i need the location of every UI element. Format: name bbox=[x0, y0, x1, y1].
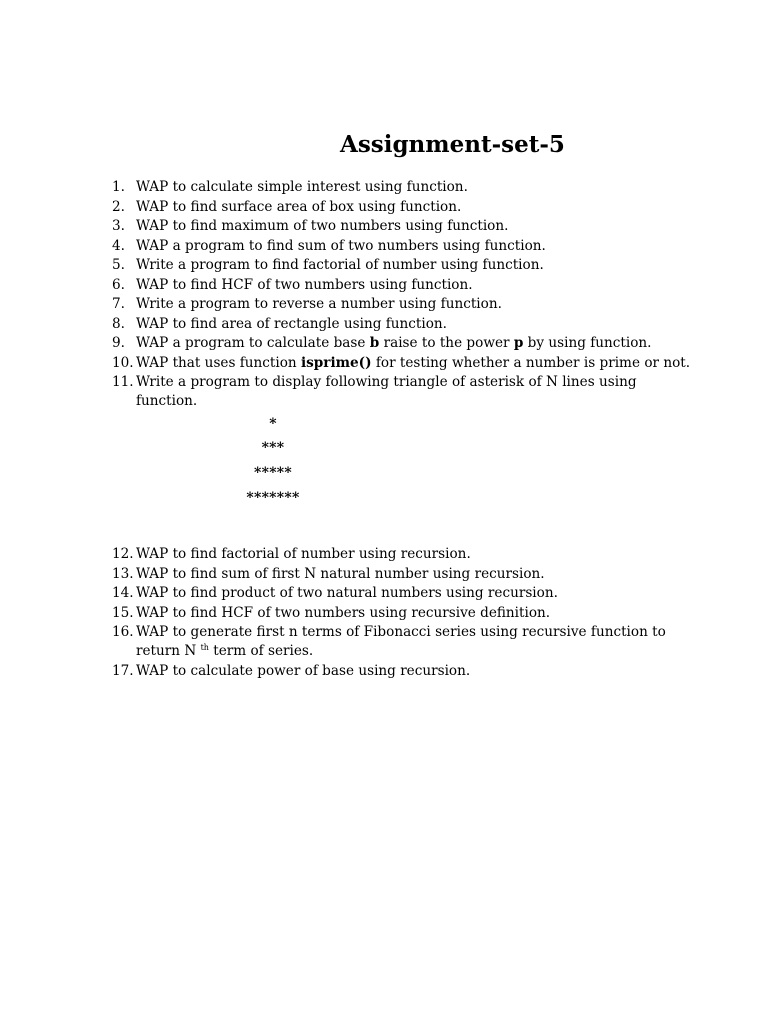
item-text: WAP to calculate power of base using recursion. bbox=[136, 663, 471, 679]
item-text: WAP to find HCF of two numbers using recursive definition. bbox=[136, 604, 551, 621]
list-item bbox=[112, 354, 690, 373]
item-text: WAP to find HCF of two numbers using function. bbox=[136, 276, 473, 293]
item-number: 17. bbox=[112, 663, 134, 679]
superscript: th bbox=[200, 643, 209, 653]
item-number: 14. bbox=[112, 585, 134, 601]
list-item bbox=[112, 315, 447, 334]
triangle-row: ******* bbox=[246, 490, 300, 506]
list-item bbox=[112, 565, 545, 584]
list-item bbox=[112, 334, 651, 353]
item-number: 3. bbox=[112, 218, 125, 234]
item-text bbox=[136, 354, 690, 373]
item-text: Write a program to find factorial of number using function. bbox=[136, 257, 544, 273]
item-text: WAP to find factorial of number using recursion. bbox=[136, 546, 471, 562]
item-number: 13. bbox=[112, 565, 134, 582]
item-text: WAP to calculate simple interest using function. bbox=[136, 179, 468, 195]
item-text-part: term of series. bbox=[208, 643, 314, 660]
list-item bbox=[112, 217, 508, 236]
item-text: WAP to find sum of first N natural number using recursion. bbox=[136, 565, 545, 582]
list-item bbox=[112, 276, 473, 295]
list-item bbox=[112, 545, 471, 564]
list-item bbox=[112, 604, 550, 623]
item-text-part: WAP a program to calculate base bbox=[136, 335, 370, 351]
triangle-row: ***** bbox=[253, 465, 293, 481]
item-text bbox=[136, 334, 651, 353]
item-text: Write a program to display following triangle of asterisk of N lines using bbox=[136, 374, 637, 390]
item-number: 5. bbox=[112, 257, 125, 273]
item-text-part: for testing whether a number is prime or not. bbox=[371, 354, 691, 371]
item-number: 6. bbox=[112, 276, 125, 293]
list-item bbox=[112, 198, 461, 217]
item-number: 1. bbox=[112, 179, 125, 195]
list-item bbox=[112, 256, 544, 275]
list-item bbox=[112, 623, 666, 662]
item-text-continuation bbox=[112, 642, 666, 661]
item-number: 11. bbox=[112, 374, 134, 390]
bold-term: b bbox=[369, 335, 380, 351]
item-text: WAP to generate first n terms of Fibonacci series using recursive function to bbox=[136, 624, 666, 640]
item-text: WAP to find product of two natural numbers using recursion. bbox=[136, 585, 558, 601]
item-number: 15. bbox=[112, 604, 134, 621]
item-text-part: return N bbox=[136, 643, 201, 660]
item-text: WAP to find maximum of two numbers using function. bbox=[136, 218, 509, 234]
triangle-row: *** bbox=[261, 440, 285, 456]
document-title: Assignment-set-5 bbox=[340, 131, 565, 158]
item-text-continuation: function. bbox=[136, 393, 198, 410]
item-text: WAP to find area of rectangle using function. bbox=[136, 315, 447, 332]
bold-term: p bbox=[513, 335, 524, 351]
list-item bbox=[112, 237, 546, 256]
list-item bbox=[112, 584, 558, 603]
item-number: 7. bbox=[112, 296, 125, 312]
triangle-row: * bbox=[269, 416, 277, 432]
bold-term: isprime() bbox=[300, 354, 372, 371]
item-text-part: WAP that uses function bbox=[136, 354, 301, 371]
list-item bbox=[112, 373, 637, 412]
item-number: 4. bbox=[112, 237, 125, 254]
item-number: 10. bbox=[112, 354, 134, 371]
list-item bbox=[112, 662, 470, 681]
item-text-part: by using function. bbox=[523, 335, 652, 351]
item-text: WAP to find surface area of box using function. bbox=[136, 198, 462, 215]
item-text: Write a program to reverse a number using function. bbox=[136, 296, 502, 312]
item-text-part: raise to the power bbox=[379, 335, 514, 351]
item-number: 8. bbox=[112, 315, 125, 332]
item-number: 2. bbox=[112, 198, 125, 215]
item-number: 16. bbox=[112, 624, 134, 640]
list-item bbox=[112, 295, 502, 314]
item-number: 12. bbox=[112, 546, 134, 562]
list-item bbox=[112, 178, 468, 197]
item-text: WAP a program to find sum of two numbers using function. bbox=[136, 237, 546, 254]
item-number: 9. bbox=[112, 335, 125, 351]
